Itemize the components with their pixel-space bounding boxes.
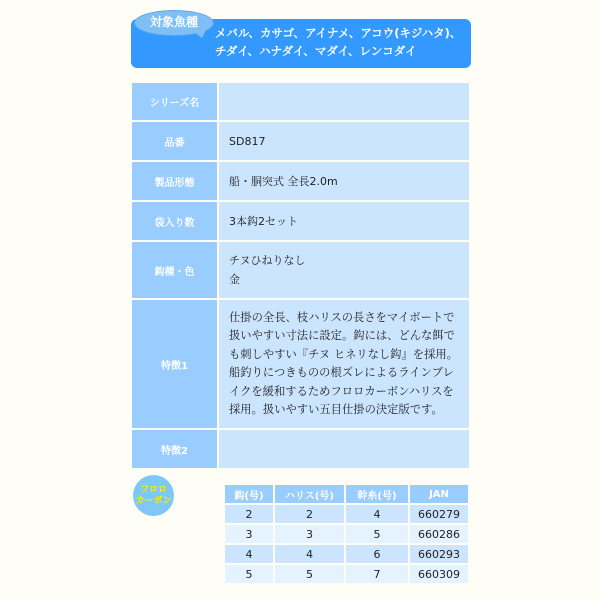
fluorocarbon-badge (133, 475, 174, 516)
cell: 660309 (410, 565, 468, 583)
spec-row-series (132, 83, 469, 120)
size-table-header (225, 485, 468, 503)
cell: 660279 (410, 505, 468, 523)
table-row (225, 565, 468, 583)
spec-table (132, 83, 469, 470)
spec-row-form (132, 162, 469, 200)
cell: 5 (225, 565, 273, 583)
cell: 2 (275, 505, 344, 523)
target-fish-list: メバル、カサゴ、アイナメ、アコウ(キジハタ)、チダイ、ハナダイ、マダイ、レンコダイ (215, 26, 462, 58)
spec-label: 特徴2 (132, 430, 217, 468)
badge-line2: カーボン (135, 495, 172, 506)
spec-row-hook (132, 242, 469, 298)
cell: 7 (346, 565, 408, 583)
table-row (225, 505, 468, 523)
spec-label: 特徴1 (132, 300, 217, 428)
badge-line1: フロロ (139, 484, 167, 495)
col-hook: 鈎(号) (225, 485, 273, 503)
spec-row-part-number (132, 122, 469, 160)
cell: 5 (346, 525, 408, 543)
col-mainline: 幹糸(号) (346, 485, 408, 503)
cell: 3 (275, 525, 344, 543)
spec-label: 鈎種・色 (132, 242, 217, 298)
col-jan: JAN (410, 485, 468, 503)
table-row (225, 525, 468, 543)
spec-value (219, 242, 469, 298)
spec-row-count (132, 202, 469, 240)
spec-value: SD817 (219, 122, 469, 160)
bubble-tail (192, 30, 206, 38)
spec-value: 3本鈎2セット (219, 202, 469, 240)
table-row (225, 545, 468, 563)
spec-row-feature1 (132, 300, 469, 428)
spec-label: シリーズ名 (132, 83, 217, 120)
cell: 2 (225, 505, 273, 523)
cell: 660286 (410, 525, 468, 543)
col-harris: ハリス(号) (275, 485, 344, 503)
cell: 660293 (410, 545, 468, 563)
spec-row-feature2 (132, 430, 469, 468)
hook-color: 金 (229, 273, 240, 286)
spec-value: 仕掛の全長、枝ハリスの長さをマイボートで扱いやすい寸法に設定。鈎には、どんな餌でも刺しやすい『チヌ ヒネリなし鈎』を採用。船釣りにつきものの根ズレによるラインブレイクを緩和するためフロロカーボンハリスを採用。扱いやすい五目仕掛の決定版です。 (219, 300, 469, 428)
spec-value (219, 430, 469, 468)
size-table (223, 483, 470, 585)
cell: 4 (225, 545, 273, 563)
hook-type: チヌひねりなし (229, 254, 306, 267)
cell: 3 (225, 525, 273, 543)
spec-value: 船・胴突式 全長2.0m (219, 162, 469, 200)
cell: 6 (346, 545, 408, 563)
cell: 4 (275, 545, 344, 563)
cell: 4 (346, 505, 408, 523)
spec-label: 製品形態 (132, 162, 217, 200)
spec-label: 品番 (132, 122, 217, 160)
spec-label: 袋入り数 (132, 202, 217, 240)
cell: 5 (275, 565, 344, 583)
spec-value (219, 83, 469, 120)
target-fish-label: 対象魚種 (149, 15, 198, 29)
